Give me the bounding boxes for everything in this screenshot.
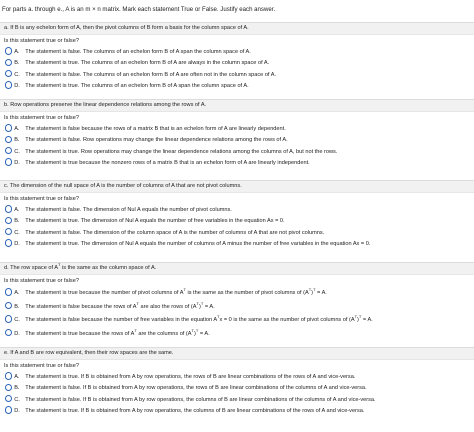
- part-e-option-b[interactable]: B. The statement is false. If B is obtained from A by row operations, the rows of B are linear combinations of the columns of A and vice-versa.: [0, 383, 474, 394]
- option-text: The statement is true. If B is obtained from A by row operations, the columns of B are linear combinations of the rows of A and vice-versa.: [25, 407, 365, 414]
- part-b-option-c[interactable]: C. The statement is true. Row operations may change the linear dependence relations among the columns of A, but not the rows.: [0, 147, 474, 158]
- intro-text: For parts a. through e., A is an m × n matrix. Mark each statement True or False. Justify each answer.: [2, 6, 276, 13]
- part-d-option-a[interactable]: A. The statement is true because the number of pivot columns of $A^T$ is the same as the number of pivot columns of $(A^T)^T = A$.: [0, 287, 474, 301]
- part-c-option-a[interactable]: A. The statement is false. The dimension of Nul A equals the number of pivot columns.: [0, 205, 474, 216]
- radio-button[interactable]: [5, 70, 12, 77]
- option-text: The statement is false. The columns of an echelon form B of A are often not in the column space of A.: [25, 71, 277, 78]
- part-b-option-d[interactable]: D. The statement is true because the nonzero rows of a matrix B that is an echelon form of A are linearly independent.: [0, 158, 474, 169]
- part-c-option-b[interactable]: B. The statement is true. The dimension of Nul A equals the number of free variables in the equation Ax = 0.: [0, 216, 474, 227]
- part-d-option-b[interactable]: B. The statement is false because the rows of $A^T$ are also the rows of $(A^T)^T = A$.: [0, 301, 474, 315]
- option-text: The statement is true because the nonzero rows of a matrix B that is an echelon form of A are linearly independent.: [25, 159, 310, 166]
- option-text: The statement is true. Row operations may change the linear dependence relations among the columns of A, but not the rows.: [25, 148, 338, 155]
- part-a-option-d[interactable]: D. The statement is true. The columns of an echelon form B of A span the column space of A.: [0, 81, 474, 92]
- part-c-prompt: c. The dimension of the null space of A is the number of columns of A that are not pivot columns.: [0, 180, 474, 193]
- option-text: The statement is false. The dimension of the column space of A is the number of columns of A that are not pivot columns.: [25, 229, 325, 236]
- part-e: [0, 347, 474, 417]
- radio-button[interactable]: [5, 81, 12, 88]
- part-d-option-d[interactable]: D. The statement is true because the rows of $A^T$ are the columns of $(A^T)^T = A$.: [0, 328, 474, 342]
- radio-button[interactable]: [5, 59, 12, 66]
- part-a-option-a[interactable]: A. The statement is false. The columns of an echelon form B of A span the column space of A.: [0, 47, 474, 58]
- part-b-option-a[interactable]: A. The statement is false because the rows of a matrix B that is an echelon form of A are linearly dependent.: [0, 124, 474, 135]
- part-e-prompt: e. If A and B are row equivalent, then their row spaces are the same.: [0, 347, 474, 360]
- option-text: The statement is false. The dimension of Nul A equals the number of pivot columns.: [25, 207, 232, 213]
- radio-button[interactable]: [5, 329, 12, 336]
- radio-button[interactable]: [5, 384, 12, 391]
- radio-button[interactable]: [5, 302, 12, 309]
- part-c-option-c[interactable]: C. The statement is false. The dimension of the column space of A is the number of columns of A that are not pivot columns.: [0, 228, 474, 239]
- option-text: The statement is true. If B is obtained from A by row operations, the rows of B are linear combinations of the rows of A and vice-versa.: [25, 374, 356, 380]
- option-text: The statement is true. The dimension of Nul A equals the number of columns of A minus the number of free variables in the equation Ax = 0.: [25, 240, 371, 247]
- option-text: The statement is false. If B is obtained from A by row operations, the columns of B are linear combinations of the columns of A and vice-versa.: [25, 396, 376, 403]
- radio-button[interactable]: [5, 239, 12, 246]
- part-c: [0, 180, 474, 250]
- radio-button[interactable]: [5, 406, 12, 413]
- radio-button[interactable]: [5, 288, 12, 295]
- option-text: The statement is false. The columns of an echelon form B of A span the column space of A.: [25, 49, 251, 55]
- option-text: The statement is true. The dimension of Nul A equals the number of free variables in the equation Ax = 0.: [25, 218, 285, 225]
- option-text: The statement is false. If B is obtained from A by row operations, the rows of B are linear combinations of the columns of A and vice-versa.: [25, 385, 367, 392]
- radio-button[interactable]: [5, 47, 12, 54]
- option-text: The statement is false because the number of free variables in the equation $A^Tx = 0$ is the same as the number of pivot columns of $(A^T)^T = A$.: [25, 314, 373, 323]
- radio-button[interactable]: [5, 315, 12, 322]
- part-e-option-a[interactable]: A. The statement is true. If B is obtained from A by row operations, the rows of B are linear combinations of the rows of A and vice-versa.: [0, 372, 474, 383]
- radio-button[interactable]: [5, 158, 12, 165]
- part-a-prompt: a. If B is any echelon form of A, then the pivot columns of B form a basis for the column space of A.: [0, 22, 474, 35]
- part-e-option-d[interactable]: D. The statement is true. If B is obtained from A by row operations, the columns of B are linear combinations of the rows of A and vice-versa.: [0, 406, 474, 417]
- part-c-question: Is this statement true or false?: [4, 196, 79, 202]
- radio-button[interactable]: [5, 147, 12, 154]
- option-text: The statement is true. The columns of an echelon form B of A span the column space of A.: [25, 82, 249, 89]
- part-a: [0, 22, 474, 92]
- part-d-prompt: d. The row space of $A^T$ is the same as the column space of A.: [0, 262, 474, 275]
- part-a-option-c[interactable]: C. The statement is false. The columns of an echelon form B of A are often not in the column space of A.: [0, 70, 474, 81]
- radio-button[interactable]: [5, 124, 12, 131]
- option-text: The statement is false because the rows of $A^T$ are also the rows of $(A^T)^T = A$.: [25, 300, 215, 310]
- option-text: The statement is true. The columns of an echelon form B of A are always in the column space of A.: [25, 60, 270, 67]
- part-b-option-b[interactable]: B. The statement is false. Row operations may change the linear dependence relations among the rows of A.: [0, 135, 474, 146]
- radio-button[interactable]: [5, 136, 12, 143]
- part-a-option-b[interactable]: B. The statement is true. The columns of an echelon form B of A are always in the column space of A.: [0, 58, 474, 69]
- radio-button[interactable]: [5, 395, 12, 402]
- part-d: [0, 262, 474, 341]
- part-e-question: Is this statement true or false?: [4, 363, 79, 369]
- option-text: The statement is false because the rows of a matrix B that is an echelon form of A are linearly dependent.: [25, 126, 286, 132]
- radio-button[interactable]: [5, 228, 12, 235]
- part-d-question: Is this statement true or false?: [4, 278, 79, 284]
- part-e-option-c[interactable]: C. The statement is false. If B is obtained from A by row operations, the columns of B are linear combinations of the columns of A and vice-versa.: [0, 395, 474, 406]
- part-d-option-c[interactable]: C. The statement is false because the number of free variables in the equation $A^Tx = 0$ is the same as the number of pivot columns of $(A^T)^T = A$.: [0, 314, 474, 328]
- part-c-option-d[interactable]: D. The statement is true. The dimension of Nul A equals the number of columns of A minus the number of free variables in the equation Ax = 0.: [0, 239, 474, 250]
- option-text: The statement is true because the number of pivot columns of $A^T$ is the same as the number of pivot columns of $(A^T)^T = A$.: [25, 287, 327, 296]
- part-a-question: Is this statement true or false?: [4, 38, 79, 44]
- part-b-question: Is this statement true or false?: [4, 115, 79, 121]
- option-text: The statement is true because the rows of $A^T$ are the columns of $(A^T)^T = A$.: [25, 327, 210, 337]
- option-text: The statement is false. Row operations may change the linear dependence relations among the rows of A.: [25, 137, 288, 144]
- part-b-prompt: b. Row operations preserve the linear dependence relations among the rows of A.: [0, 99, 474, 112]
- radio-button[interactable]: [5, 372, 12, 379]
- radio-button[interactable]: [5, 217, 12, 224]
- radio-button[interactable]: [5, 205, 12, 212]
- part-b: [0, 99, 474, 169]
